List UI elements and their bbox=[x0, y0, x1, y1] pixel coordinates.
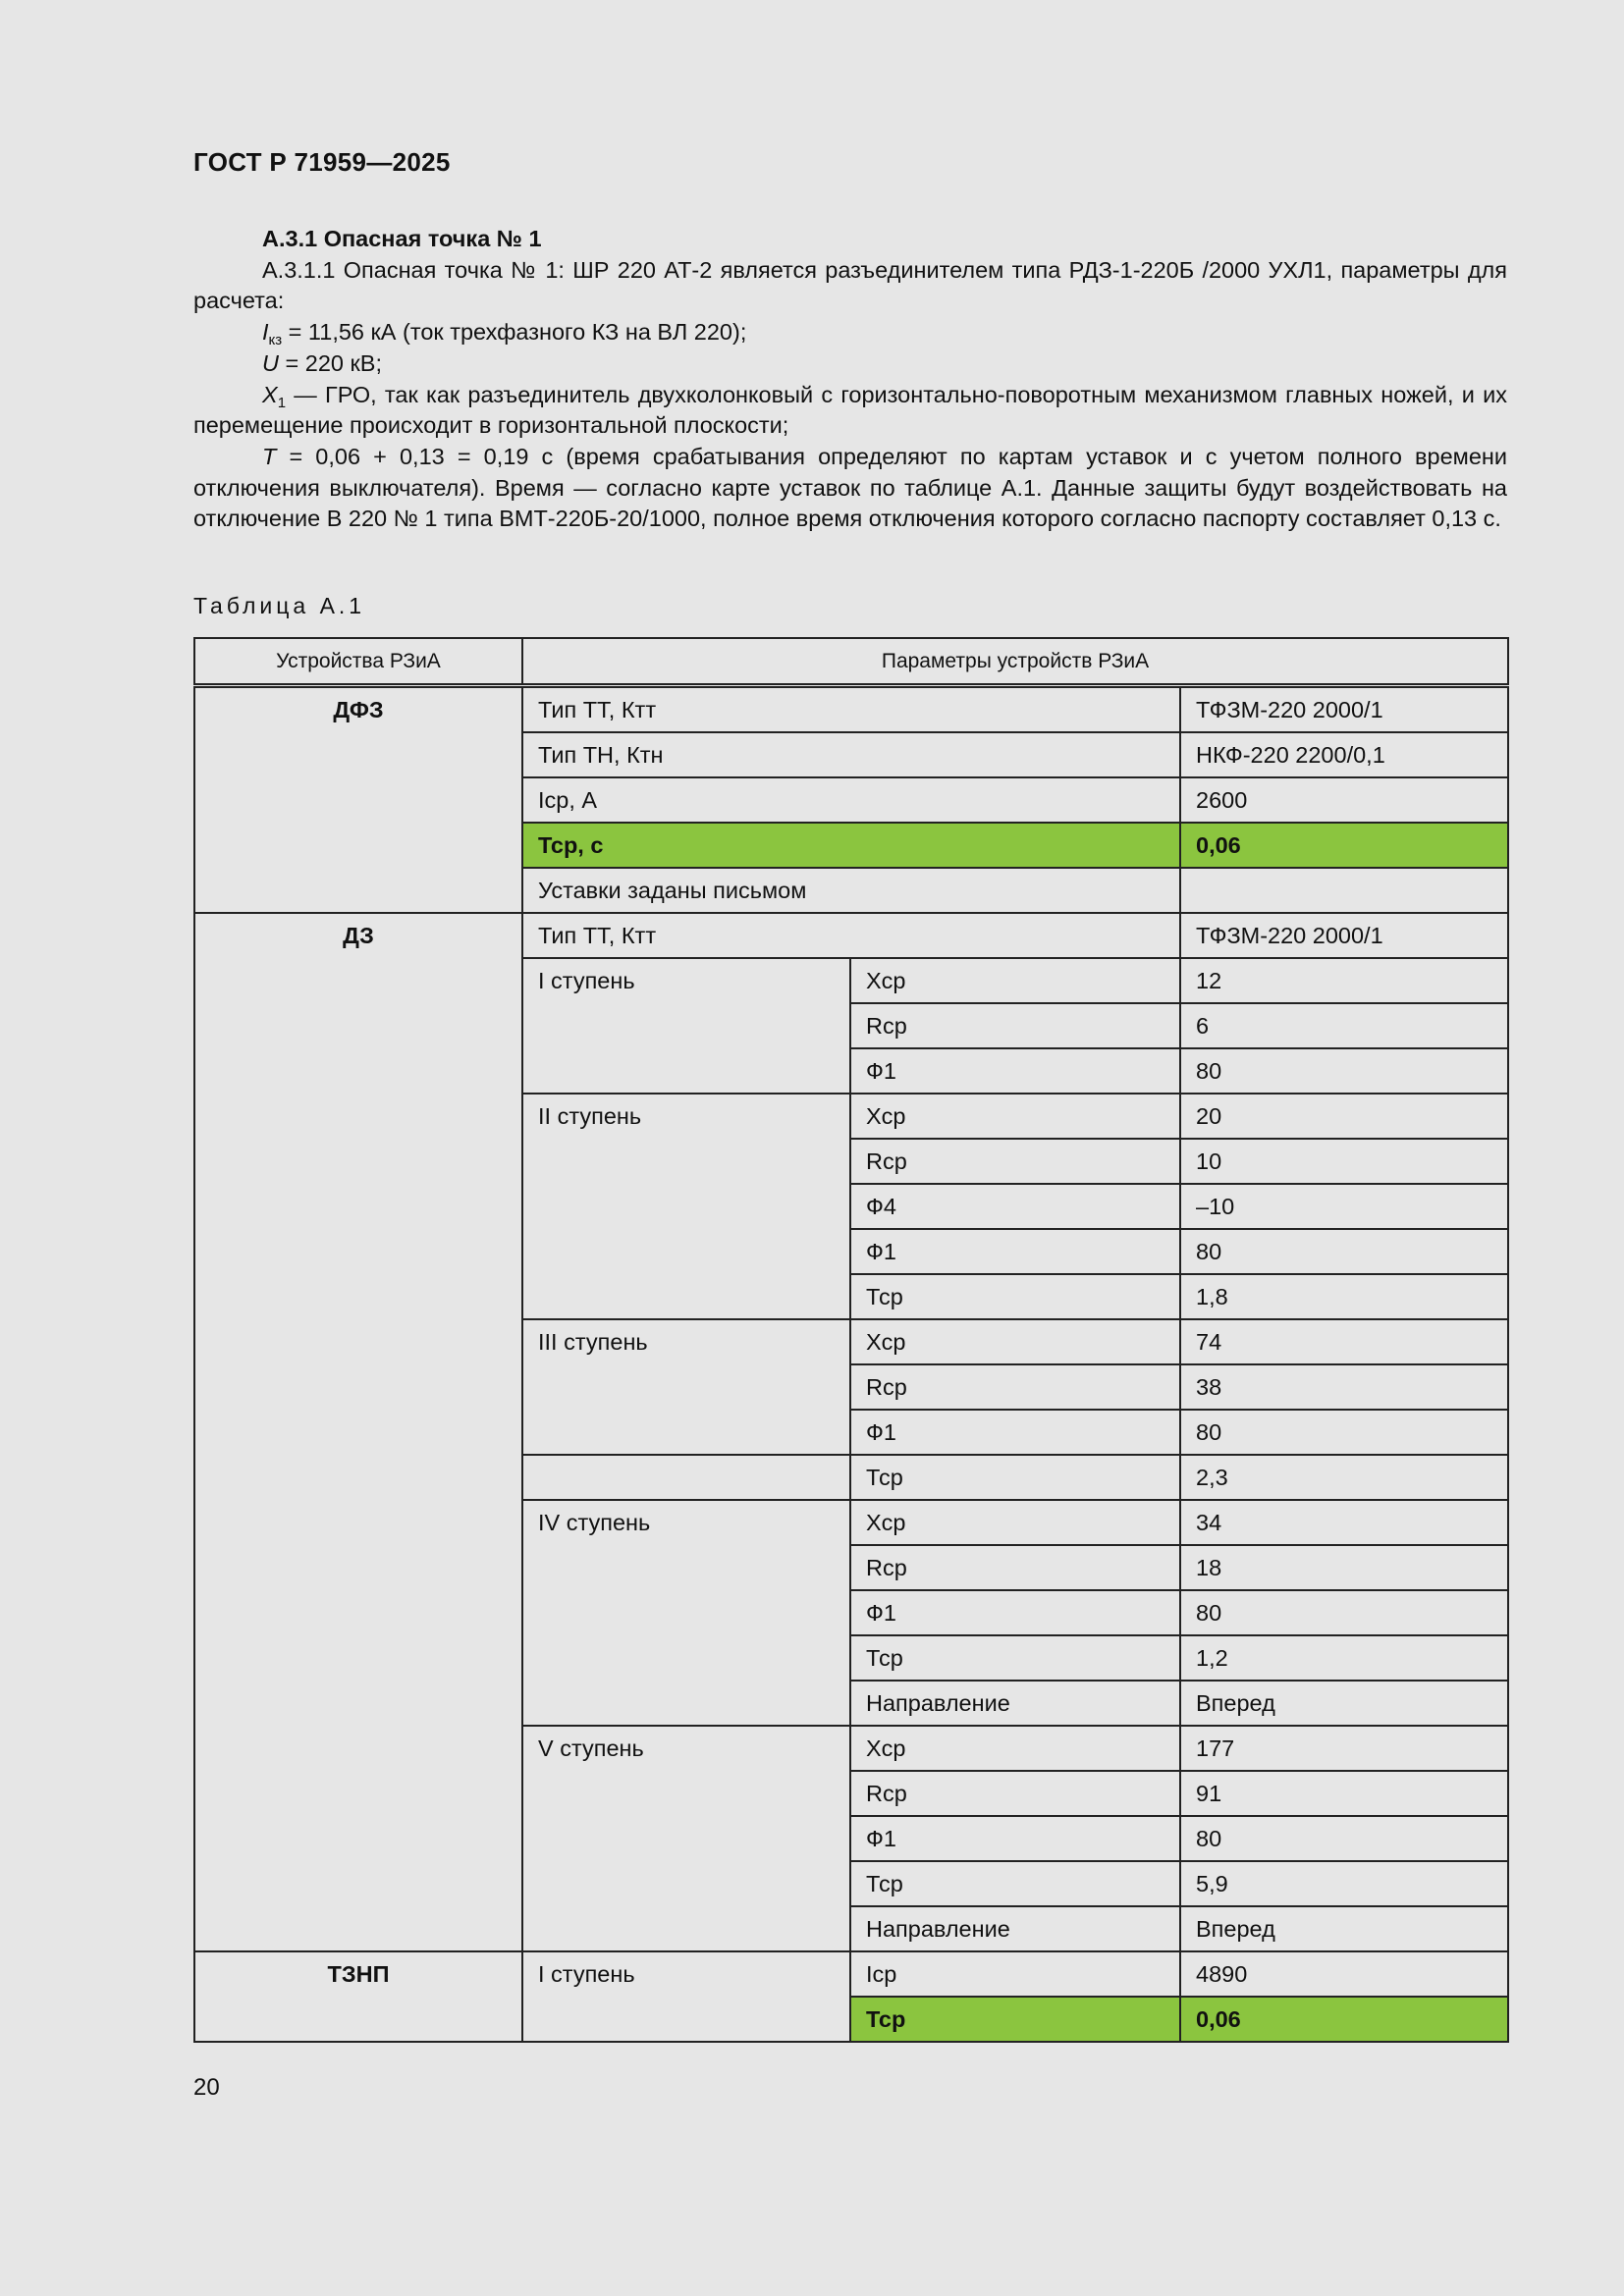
param-label: Iср bbox=[850, 1951, 1180, 1997]
stage-label: II ступень bbox=[522, 1094, 850, 1319]
param-value: 2,3 bbox=[1180, 1455, 1508, 1500]
param-value: 1,8 bbox=[1180, 1274, 1508, 1319]
param-label: Хср bbox=[850, 1500, 1180, 1545]
param-value: 177 bbox=[1180, 1726, 1508, 1771]
page-number: 20 bbox=[193, 2074, 220, 2101]
section-body bbox=[193, 224, 1507, 535]
param-label: Тср, с bbox=[522, 823, 1180, 868]
param-label: Rср bbox=[850, 1003, 1180, 1048]
device-dz: ДЗ bbox=[194, 913, 522, 1951]
param-value: 1,2 bbox=[1180, 1635, 1508, 1681]
relay-protection-table bbox=[193, 637, 1509, 2043]
device-dfz: ДФЗ bbox=[194, 686, 522, 914]
param-label: Тср bbox=[850, 1635, 1180, 1681]
param-label: Ф1 bbox=[850, 1816, 1180, 1861]
param-label: Тип ТТ, Ктт bbox=[522, 913, 1180, 958]
stage-label: I ступень bbox=[522, 958, 850, 1094]
param-label: Направление bbox=[850, 1681, 1180, 1726]
param-value: 80 bbox=[1180, 1410, 1508, 1455]
table-row bbox=[194, 686, 1508, 733]
param-label: Хср bbox=[850, 1094, 1180, 1139]
intro-paragraph: А.3.1.1 Опасная точка № 1: ШР 220 АТ-2 является разъединителем типа РДЗ-1-220Б /2000 УХЛ1, параметры для расчета: bbox=[193, 256, 1507, 314]
param-value: 80 bbox=[1180, 1229, 1508, 1274]
param-value: 74 bbox=[1180, 1319, 1508, 1364]
param-label: Тср bbox=[850, 1455, 1180, 1500]
param-label: Направление bbox=[850, 1906, 1180, 1951]
param-value: 2600 bbox=[1180, 777, 1508, 823]
param-value: 10 bbox=[1180, 1139, 1508, 1184]
param-label: Rср bbox=[850, 1139, 1180, 1184]
param-u: U = 220 кВ; bbox=[262, 349, 382, 376]
param-label: Тип ТН, Ктн bbox=[522, 732, 1180, 777]
param-value: 80 bbox=[1180, 1048, 1508, 1094]
param-value: 34 bbox=[1180, 1500, 1508, 1545]
param-value: ТФЗМ-220 2000/1 bbox=[1180, 686, 1508, 733]
device-tznp: ТЗНП bbox=[194, 1951, 522, 2042]
param-label: Ф4 bbox=[850, 1184, 1180, 1229]
param-value: 4890 bbox=[1180, 1951, 1508, 1997]
param-label: Ф1 bbox=[850, 1048, 1180, 1094]
param-value: 18 bbox=[1180, 1545, 1508, 1590]
param-label: Хср bbox=[850, 1726, 1180, 1771]
param-label: Iср, А bbox=[522, 777, 1180, 823]
stage-label: IV ступень bbox=[522, 1500, 850, 1726]
table-row bbox=[194, 913, 1508, 958]
param-label: Тср bbox=[850, 1861, 1180, 1906]
param-label: Тср bbox=[850, 1274, 1180, 1319]
param-label: Тср bbox=[850, 1997, 1180, 2042]
param-value: 12 bbox=[1180, 958, 1508, 1003]
param-label: Rср bbox=[850, 1771, 1180, 1816]
param-label: Хср bbox=[850, 958, 1180, 1003]
param-value bbox=[1180, 868, 1508, 913]
param-value: 5,9 bbox=[1180, 1861, 1508, 1906]
param-value: 91 bbox=[1180, 1771, 1508, 1816]
param-label: Rср bbox=[850, 1545, 1180, 1590]
document-header: ГОСТ Р 71959—2025 bbox=[193, 147, 451, 177]
param-value: Вперед bbox=[1180, 1681, 1508, 1726]
param-value: ТФЗМ-220 2000/1 bbox=[1180, 913, 1508, 958]
param-label: Хср bbox=[850, 1319, 1180, 1364]
param-value: 0,06 bbox=[1180, 823, 1508, 868]
section-heading: А.3.1 Опасная точка № 1 bbox=[262, 226, 542, 251]
param-label: Rср bbox=[850, 1364, 1180, 1410]
param-value: 38 bbox=[1180, 1364, 1508, 1410]
param-label: Ф1 bbox=[850, 1590, 1180, 1635]
table-header-row bbox=[194, 638, 1508, 686]
param-label: Уставки заданы письмом bbox=[522, 868, 1180, 913]
param-ikz: $I_{кз} = 11,56$ кА (ток трехфазного КЗ на ВЛ 220); bbox=[262, 319, 747, 349]
param-value: 6 bbox=[1180, 1003, 1508, 1048]
param-value: 20 bbox=[1180, 1094, 1508, 1139]
param-label: Ф1 bbox=[850, 1410, 1180, 1455]
table-row bbox=[194, 1951, 1508, 1997]
header-params: Параметры устройств РЗиА bbox=[522, 638, 1508, 686]
empty-stage-cell bbox=[522, 1455, 850, 1500]
param-x1: $X_1$ — ГРО, так как разъединитель двухколонковый с горизонтально-поворотным механизмом главных ножей, и их перемещение происходит в горизонтальной плоскости; bbox=[193, 381, 1507, 439]
param-value: Вперед bbox=[1180, 1906, 1508, 1951]
header-devices: Устройства РЗиА bbox=[194, 638, 522, 686]
param-value: 0,06 bbox=[1180, 1997, 1508, 2042]
param-value: НКФ-220 2200/0,1 bbox=[1180, 732, 1508, 777]
stage-label: III ступень bbox=[522, 1319, 850, 1455]
table-caption: Таблица А.1 bbox=[193, 593, 366, 618]
param-label: Ф1 bbox=[850, 1229, 1180, 1274]
param-value: 80 bbox=[1180, 1816, 1508, 1861]
param-value: 80 bbox=[1180, 1590, 1508, 1635]
stage-label: V ступень bbox=[522, 1726, 850, 1951]
stage-label: I ступень bbox=[522, 1951, 850, 2042]
param-value: –10 bbox=[1180, 1184, 1508, 1229]
param-t: T = 0,06 + 0,13 = 0,19 с (время срабатывания определяют по картам уставок и с учетом полного времени отключения выключателя). Время — согласно карте уставок по таблице А.1. Данные защиты будут воздействовать на отключение В 220 № 1 типа ВМТ-220Б-20/1000, полное время отключения которого согласно паспорту составляет 0,13 с. bbox=[193, 443, 1507, 532]
param-label: Тип ТТ, Ктт bbox=[522, 686, 1180, 733]
